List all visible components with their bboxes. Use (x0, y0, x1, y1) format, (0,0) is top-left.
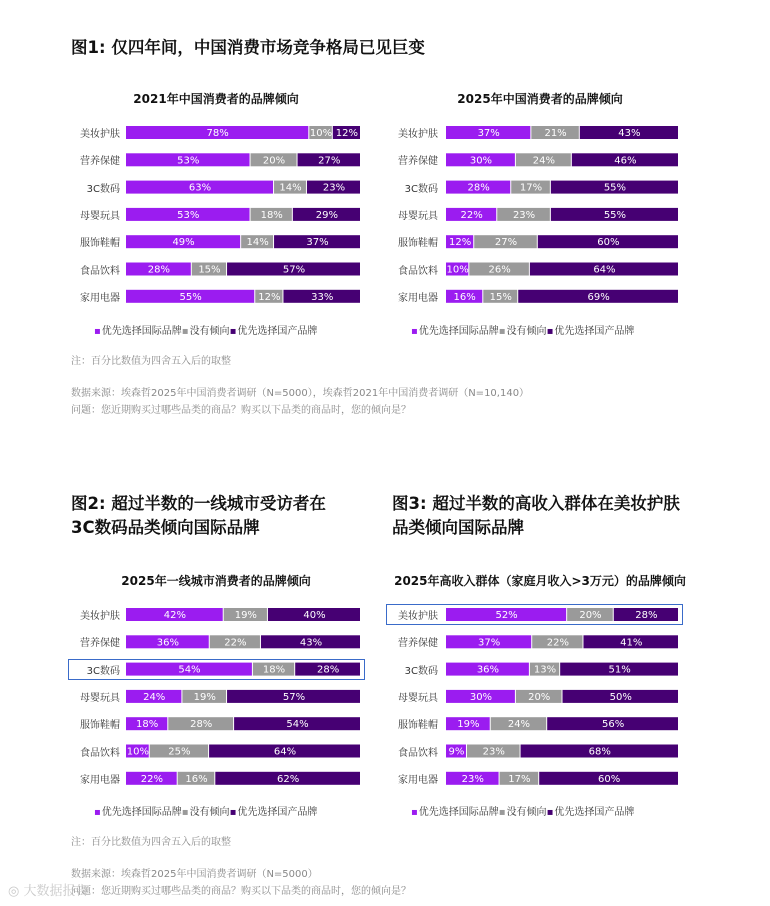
bar-value-label: 57% (282, 264, 306, 276)
category-label: 食品饮料 (398, 747, 438, 759)
bar-value-label: 28% (467, 182, 490, 194)
bar-value-label: 52% (495, 610, 518, 621)
bar-value-label: 15% (198, 264, 221, 276)
legend-marker: ▪ (411, 326, 418, 337)
bar-value-label: 13% (533, 664, 557, 676)
highlight-box (68, 659, 365, 680)
bar-value-label: 51% (608, 664, 631, 676)
bar-value-label: 23% (512, 209, 536, 221)
bar-value-label: 30% (469, 155, 493, 167)
category-label: 食品饮料 (80, 747, 120, 759)
category-label: 服饰鞋帽 (80, 720, 120, 732)
legend-label: 没有倾向 (506, 807, 547, 818)
legend-label: 优先选择国产品牌 (554, 326, 635, 337)
bar-value-label: 9% (448, 746, 465, 758)
bar-value-label: 19% (234, 610, 257, 621)
legend-marker: ▪ (181, 326, 189, 337)
bar-value-label: 41% (620, 637, 643, 649)
bar-value-label: 46% (614, 155, 637, 167)
category-label: 3C数码 (404, 183, 438, 195)
bar-value-label: 54% (178, 664, 201, 676)
category-label: 母婴玩具 (80, 692, 120, 704)
figure1-title: 图1: 仅四年间，中国消费市场竞争格局已见巨变 (71, 38, 425, 57)
bar-value-label: 28% (147, 264, 171, 276)
bar-value-label: 43% (618, 128, 641, 139)
legend-item-neutral (499, 326, 547, 337)
bar-value-label: 18% (136, 719, 159, 731)
chart-legend (411, 803, 634, 818)
legend-item-neutral (182, 807, 230, 818)
bar-value-label: 22% (546, 637, 569, 649)
category-label: 美妆护肤 (80, 611, 120, 622)
stacked-bar-plot (446, 606, 679, 801)
bar-value-label: 17% (519, 182, 543, 194)
bar-value-label: 17% (508, 773, 531, 785)
bar-value-label: 30% (469, 691, 493, 703)
category-label: 营养保健 (80, 156, 120, 168)
legend-item-domestic (547, 807, 635, 818)
category-label: 美妆护肤 (80, 129, 120, 140)
bar-value-label: 64% (273, 746, 297, 758)
bar-value-label: 14% (279, 182, 302, 194)
bar-value-label: 22% (140, 773, 163, 785)
chart-title: 2021年中国消费者的品牌倾向 (133, 92, 299, 106)
category-label: 家用电器 (398, 292, 438, 304)
question-note-2: 问题：您近期购买过哪些品类的商品？购买以下品类的商品时，您的倾向是？ (71, 886, 411, 897)
legend-label: 没有倾向 (506, 326, 547, 337)
bar-value-label: 50% (609, 691, 632, 703)
bar-value-label: 49% (172, 237, 195, 249)
chart-title: 2025年高收入群体（家庭月收入>3万元）的品牌倾向 (394, 574, 686, 588)
legend-marker: ▪ (546, 326, 554, 337)
bar-value-label: 20% (579, 610, 602, 621)
bar-value-label: 40% (303, 610, 326, 621)
bar-value-label: 37% (306, 237, 329, 249)
bar-value-label: 18% (262, 664, 286, 676)
category-label: 服饰鞋帽 (398, 238, 438, 250)
chart-legend (411, 322, 634, 337)
category-label: 食品饮料 (398, 265, 438, 277)
bar-value-label: 37% (477, 128, 500, 139)
bar-value-label: 10% (309, 128, 333, 139)
bar-value-label: 26% (488, 264, 511, 276)
bar-value-label: 28% (635, 610, 658, 621)
figure3-title-line1: 图3: 超过半数的高收入群体在美妆护肤 (392, 494, 680, 513)
bar-value-label: 10% (446, 264, 469, 276)
legend-item-intl (411, 326, 499, 337)
legend-item-domestic (230, 326, 318, 337)
category-label: 营养保健 (80, 638, 120, 650)
bar-value-label: 33% (311, 291, 334, 303)
bar-value-label: 43% (299, 637, 323, 649)
highlight-box (386, 604, 683, 625)
legend-label: 没有倾向 (189, 326, 230, 337)
bar-value-label: 22% (224, 637, 247, 649)
figure2-title-line1: 图2: 超过半数的一线城市受访者在 (71, 494, 326, 513)
bar-value-label: 42% (163, 610, 186, 621)
legend-item-domestic (547, 326, 635, 337)
source-note-2: 数据来源：埃森哲2025年中国消费者调研（N=5000） (71, 869, 318, 880)
rounding-note-2: 注：百分比数值为四舍五入后的取整 (71, 837, 231, 848)
bar-value-label: 12% (258, 291, 281, 303)
watermark-icon: ◎ (8, 884, 20, 899)
category-label: 美妆护肤 (398, 611, 438, 622)
bar-value-label: 37% (477, 637, 501, 649)
bar-value-label: 19% (193, 691, 216, 703)
bar-value-label: 16% (185, 773, 208, 785)
legend-item-intl (94, 807, 182, 818)
watermark-logo (8, 880, 89, 899)
chart-legend (94, 322, 317, 337)
bar-value-label: 24% (143, 691, 166, 703)
legend-label: 优先选择国际品牌 (418, 326, 499, 337)
legend-label: 优先选择国产品牌 (554, 807, 635, 818)
category-label: 食品饮料 (80, 265, 120, 277)
bar-value-label: 55% (179, 291, 202, 303)
legend-marker: ▪ (94, 807, 101, 818)
category-label: 营养保健 (398, 638, 438, 650)
bar-value-label: 57% (282, 691, 306, 703)
category-label: 服饰鞋帽 (80, 238, 120, 250)
stacked-bar-plot (126, 124, 361, 319)
legend-marker: ▪ (229, 326, 237, 337)
legend-marker: ▪ (546, 807, 554, 818)
bar-value-label: 78% (206, 128, 229, 139)
legend-label: 优先选择国际品牌 (418, 807, 499, 818)
bar-value-label: 23% (461, 773, 484, 785)
bar-value-label: 16% (453, 291, 476, 303)
bar-value-label: 27% (318, 155, 341, 167)
bar-value-label: 28% (190, 719, 213, 731)
legend-marker: ▪ (181, 807, 189, 818)
legend-marker: ▪ (229, 807, 237, 818)
figure2-title-line2: 3C数码品类倾向国际品牌 (71, 518, 260, 537)
question-note-1: 问题：您近期购买过哪些品类的商品？购买以下品类的商品时，您的倾向是？ (71, 405, 411, 416)
bar-value-label: 55% (603, 209, 627, 221)
bar-value-label: 23% (322, 182, 346, 194)
bar-value-label: 29% (315, 209, 339, 221)
bar-value-label: 20% (528, 691, 551, 703)
bar-value-label: 60% (597, 773, 621, 785)
rounding-note-1: 注：百分比数值为四舍五入后的取整 (71, 356, 231, 367)
chart-title: 2025年中国消费者的品牌倾向 (457, 92, 623, 106)
legend-item-domestic (230, 807, 318, 818)
bar-value-label: 12% (449, 237, 472, 249)
bar-value-label: 68% (588, 746, 611, 758)
legend-item-neutral (182, 326, 230, 337)
category-label: 家用电器 (80, 292, 120, 304)
bar-value-label: 64% (593, 264, 616, 276)
bar-value-label: 24% (507, 719, 531, 731)
bar-value-label: 10% (126, 746, 149, 758)
category-label: 营养保健 (398, 156, 438, 168)
legend-item-neutral (499, 807, 547, 818)
bar-value-label: 27% (494, 237, 518, 249)
bar-value-label: 53% (177, 209, 200, 221)
bar-value-label: 18% (260, 209, 283, 221)
bar-value-label: 53% (177, 155, 200, 167)
category-label: 母婴玩具 (398, 210, 438, 222)
bar-value-label: 15% (489, 291, 512, 303)
bar-value-label: 12% (335, 128, 359, 139)
bar-value-label: 36% (156, 637, 179, 649)
legend-marker: ▪ (498, 326, 506, 337)
figure3-title (392, 492, 680, 540)
legend-label: 优先选择国际品牌 (101, 807, 182, 818)
chart-title: 2025年一线城市消费者的品牌倾向 (121, 574, 311, 588)
legend-label: 优先选择国产品牌 (237, 326, 318, 337)
bar-value-label: 62% (277, 773, 300, 785)
bar-value-label: 23% (482, 746, 505, 758)
bar-value-label: 14% (246, 237, 269, 249)
bar-value-label: 55% (603, 182, 627, 194)
bar-value-label: 36% (476, 664, 500, 676)
figure3-title-line2: 品类倾向国际品牌 (392, 518, 524, 537)
watermark-text: 大数据报告 (23, 884, 89, 899)
stacked-bar-plot (126, 606, 361, 801)
legend-item-intl (411, 807, 499, 818)
legend-marker: ▪ (498, 807, 506, 818)
category-label: 3C数码 (86, 665, 120, 677)
category-label: 3C数码 (86, 183, 120, 195)
figure2-title (71, 492, 326, 540)
source-note-1: 数据来源：埃森哲2025年中国消费者调研（N=5000），埃森哲2021年中国消费者调研（N=10,140） (71, 388, 530, 399)
bar-value-label: 22% (460, 209, 483, 221)
legend-marker: ▪ (94, 326, 101, 337)
category-label: 母婴玩具 (398, 692, 438, 704)
chart-legend (94, 803, 317, 818)
bar-value-label: 28% (316, 664, 340, 676)
bar-value-label: 63% (188, 182, 212, 194)
bar-value-label: 25% (168, 746, 191, 758)
legend-label: 没有倾向 (189, 807, 230, 818)
bar-value-label: 54% (286, 719, 309, 731)
category-label: 3C数码 (404, 665, 438, 677)
category-label: 美妆护肤 (398, 129, 438, 140)
legend-marker: ▪ (411, 807, 418, 818)
legend-label: 优先选择国产品牌 (237, 807, 318, 818)
bar-value-label: 56% (601, 719, 625, 731)
category-label: 服饰鞋帽 (398, 720, 438, 732)
legend-label: 优先选择国际品牌 (101, 326, 182, 337)
legend-item-intl (94, 326, 182, 337)
stacked-bar-plot (446, 124, 679, 319)
bar-value-label: 19% (457, 719, 480, 731)
bar-value-label: 24% (532, 155, 555, 167)
category-label: 家用电器 (398, 774, 438, 786)
bar-value-label: 69% (587, 291, 610, 303)
bar-value-label: 21% (544, 128, 567, 139)
category-label: 母婴玩具 (80, 210, 120, 222)
category-label: 家用电器 (80, 774, 120, 786)
bar-value-label: 20% (262, 155, 286, 167)
bar-value-label: 60% (597, 237, 620, 249)
